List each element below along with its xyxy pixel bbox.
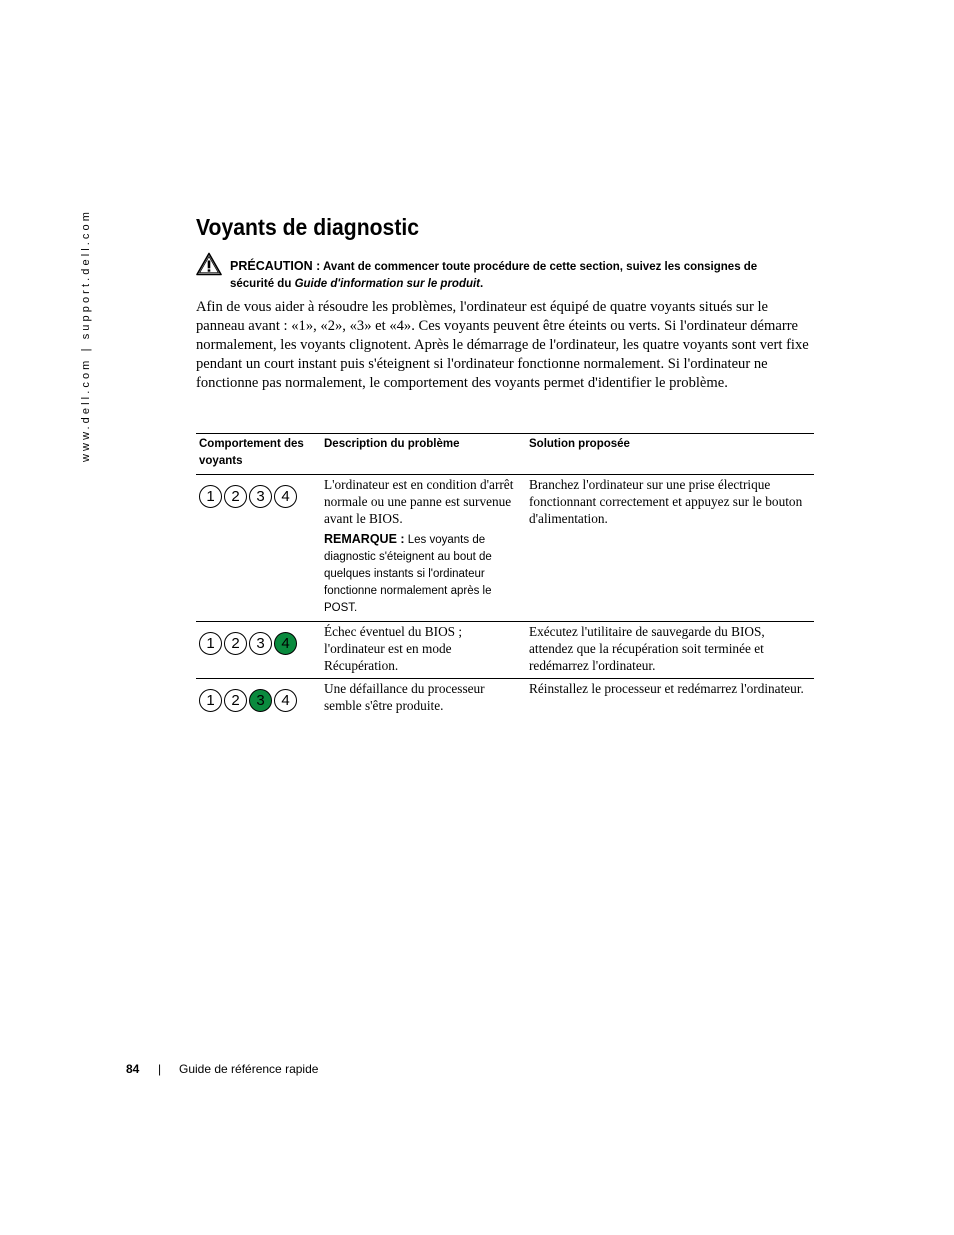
diagnostic-lights-table — [196, 433, 814, 718]
light-pattern-cell — [196, 622, 321, 679]
guide-title: Guide de référence rapide — [179, 1062, 319, 1076]
note — [324, 531, 522, 617]
note-label: REMARQUE : — [324, 532, 405, 546]
page-footer — [126, 1062, 319, 1076]
led-indicator: 3 — [249, 632, 272, 655]
caution-guide-name: Guide d'information sur le produit — [294, 278, 481, 290]
led-indicator: 3 — [249, 485, 272, 508]
light-pattern-cell — [196, 679, 321, 719]
led-pattern — [199, 623, 317, 655]
intro-paragraph: Afin de vous aider à résoudre les problèmes, l'ordinateur est équipé de quatre voyants situés sur le panneau avant : «1», «2», «3» et «4». Ces voyants peuvent être éteints ou verts. Si l'ordinateur démarre normalement, les voyants clignotent. Après le démarrage de l'ordinateur, les quatre voyants sont vert fixe pendant un court instant puis s'éteignent si l'ordinateur fonctionne normalement. Si l'ordinateur ne fonctionne pas normalement, le comportement des voyants permet d'identifier le problème. — [196, 299, 809, 391]
header-light-behavior: Comportement des voyants — [196, 434, 321, 475]
warning-triangle-icon — [196, 252, 222, 276]
led-indicator: 1 — [199, 632, 222, 655]
header-suggested-solution: Solution proposée — [526, 434, 814, 475]
solution-cell: Exécutez l'utilitaire de sauvegarde du BIOS, attendez que la récupération soit terminée et redémarrez l'ordinateur. — [526, 622, 814, 679]
led-indicator: 2 — [224, 632, 247, 655]
table-row — [196, 679, 814, 719]
page-title: Voyants de diagnostic — [196, 214, 420, 240]
problem-description: L'ordinateur est en condition d'arrêt normale ou une panne est survenue avant le BIOS. — [324, 477, 514, 526]
led-indicator: 2 — [224, 485, 247, 508]
page-number: 84 — [126, 1062, 140, 1076]
problem-description-cell — [321, 475, 526, 622]
table-row — [196, 622, 814, 679]
header-problem-description: Description du problème — [321, 434, 526, 475]
caution-label: PRÉCAUTION : — [230, 259, 321, 273]
sidebar-url: www.dell.com | support.dell.com — [80, 208, 92, 462]
table-header-row — [196, 434, 814, 475]
led-indicator: 1 — [199, 485, 222, 508]
led-indicator: 2 — [224, 689, 247, 712]
note-text: Les voyants de diagnostic s'éteignent au bout de quelques instants si l'ordinateur fonctionne normalement après le POST. — [324, 534, 492, 614]
led-indicator: 4 — [274, 632, 297, 655]
problem-description-cell: Une défaillance du processeur semble s'être produite. — [324, 681, 485, 713]
problem-description-cell: Échec éventuel du BIOS ; l'ordinateur est en mode Récupération. — [321, 622, 526, 679]
led-pattern — [199, 680, 317, 712]
led-indicator: 4 — [274, 485, 297, 508]
light-pattern-cell — [196, 475, 321, 622]
caution-body: Avant de commencer toute procédure de cette section, suivez les consignes de sécurité du — [230, 261, 758, 290]
solution-cell: Réinstallez le processeur et redémarrez l'ordinateur. — [529, 681, 804, 696]
led-pattern — [199, 476, 317, 508]
led-indicator: 4 — [274, 689, 297, 712]
caution-text — [230, 258, 800, 293]
caution-end: . — [480, 278, 484, 290]
table-row — [196, 475, 814, 622]
led-indicator: 1 — [199, 689, 222, 712]
solution-cell: Branchez l'ordinateur sur une prise électrique fonctionnant correctement et appuyez sur le bouton d'alimentation. — [526, 475, 814, 622]
led-indicator: 3 — [249, 689, 272, 712]
footer-separator: | — [158, 1062, 162, 1076]
